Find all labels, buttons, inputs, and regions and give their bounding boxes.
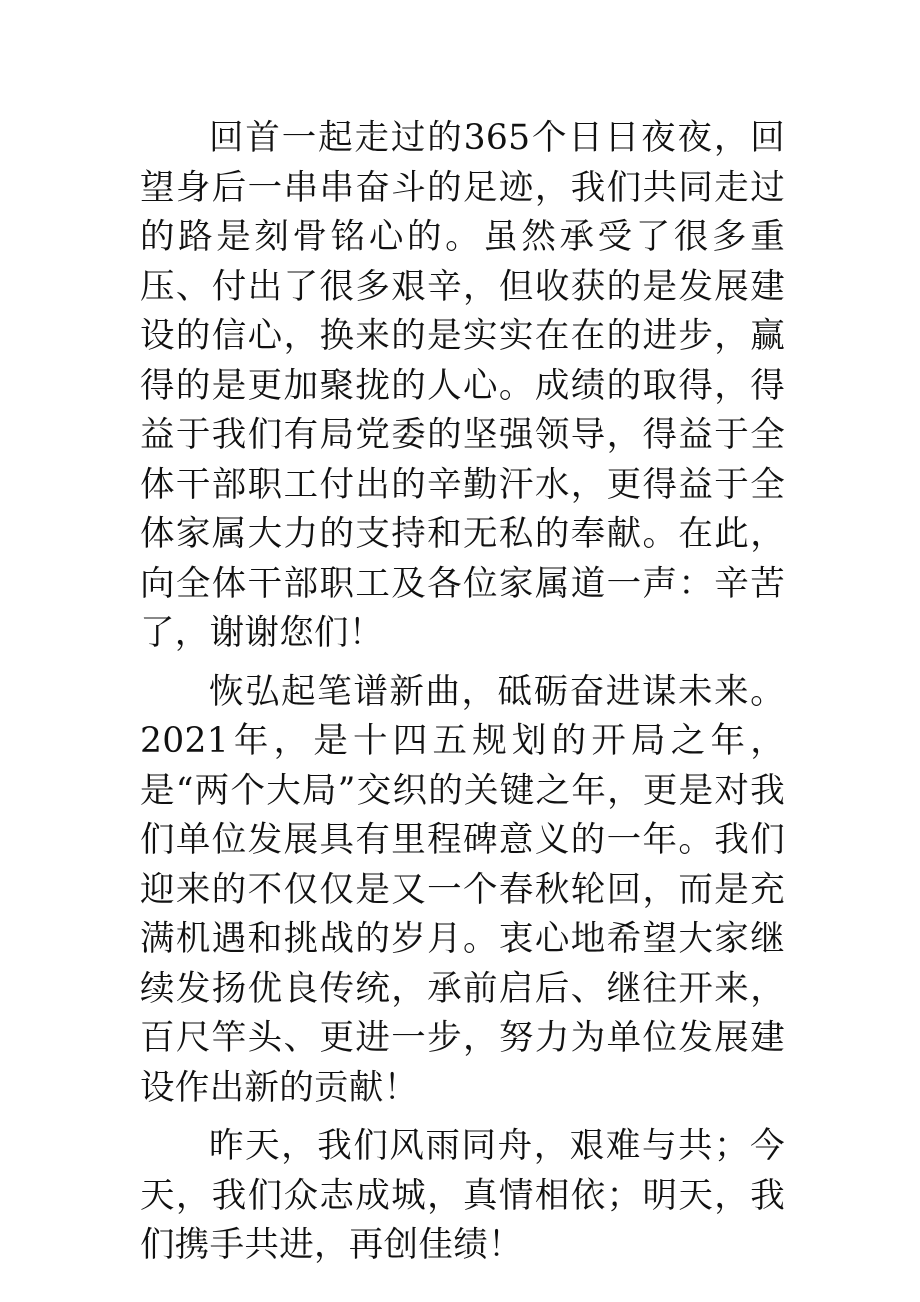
paragraph-2: 恢弘起笔谱新曲，砥砺奋进谋未来。2021年，是十四五规划的开局之年，是“两个大局”交织的关键之年，更是对我们单位发展具有里程碑意义的一年。我们迎来的不仅仅是又一个春秋轮回，而是充满机遇和挑战的岁月。衷心地希望大家继续发扬优良传统，承前启后、继往开来，百尺竿头、更进一步，努力为单位发展建设作出新的贡献！ xyxy=(140,671,785,1108)
paragraph-3: 昨天，我们风雨同舟，艰难与共；今天，我们众志成城，真情相依；明天，我们携手共进，再创佳绩！ xyxy=(140,1126,785,1265)
paragraph-1: 回首一起走过的365个日日夜夜，回望身后一串串奋斗的足迹，我们共同走过的路是刻骨铭心的。虽然承受了很多重压、付出了很多艰辛，但收获的是发展建设的信心，换来的是实实在在的进步，赢得的是更加聚拢的人心。成绩的取得，得益于我们有局党委的坚强领导，得益于全体干部职工付出的辛勤汗水，更得益于全体家属大力的支持和无私的奉献。在此，向全体干部职工及各位家属道一声：辛苦了，谢谢您们！ xyxy=(140,118,785,653)
document-body xyxy=(140,114,785,1271)
